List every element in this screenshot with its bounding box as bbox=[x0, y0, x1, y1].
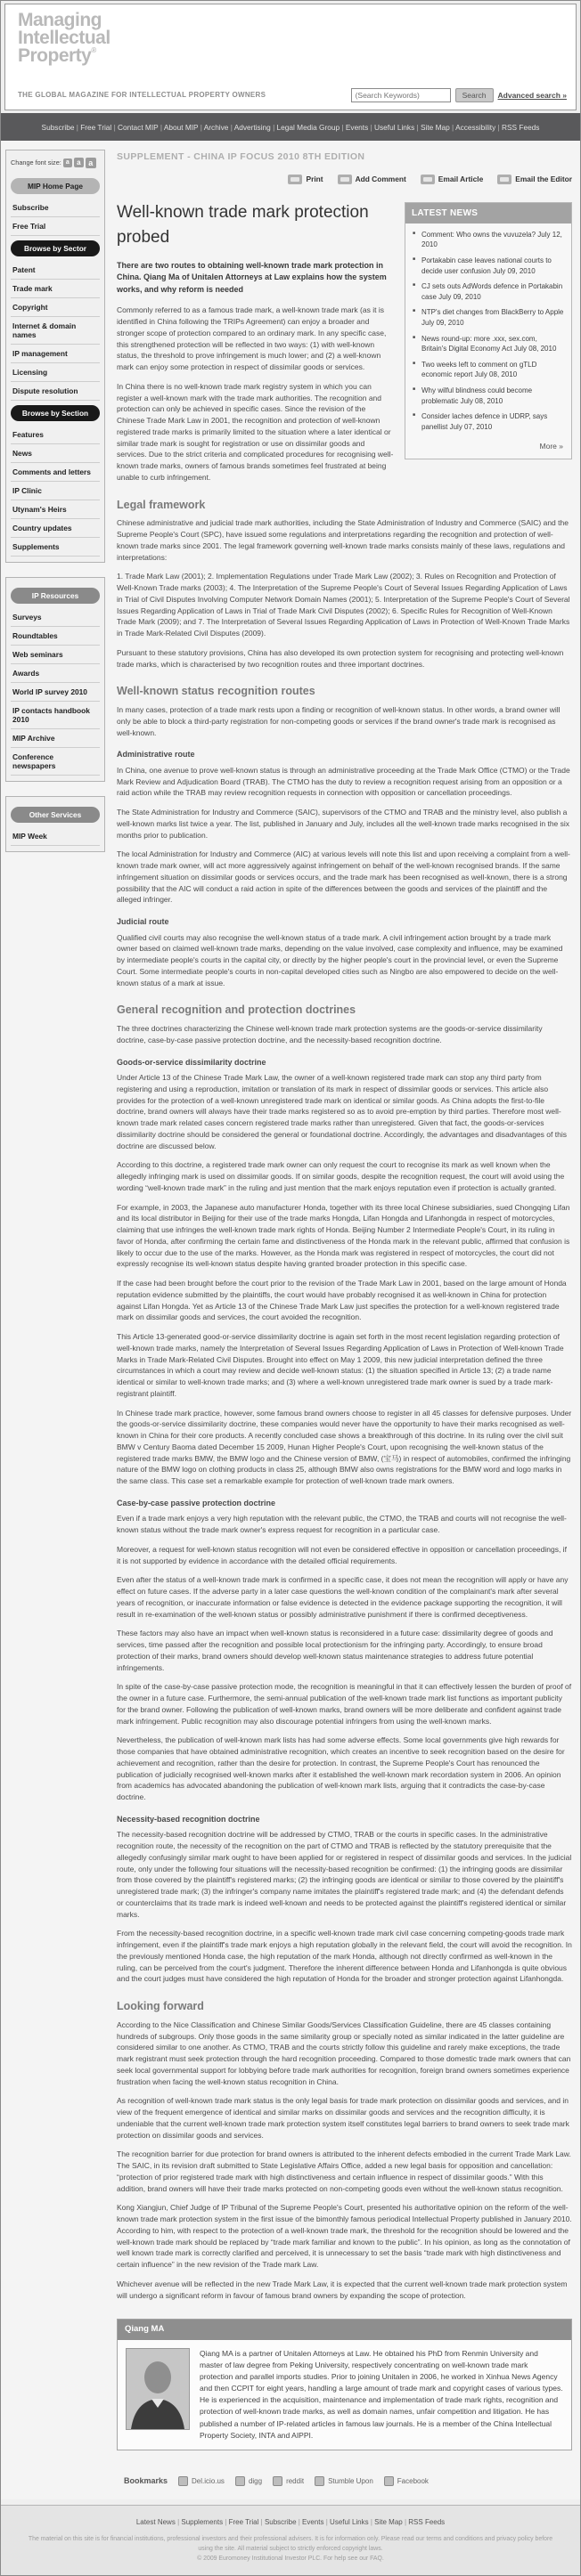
sidebar-link[interactable]: Utynam's Heirs bbox=[11, 500, 100, 519]
article-block: Administrative route bbox=[117, 750, 195, 760]
news-item-link[interactable]: ■ NTP's diet changes from BlackBerry to Apple July 09, 2010 bbox=[413, 307, 564, 328]
article-block: As recognition of well-known trade mark status is the only legal basis for trade mark protection on dissimilar goods and services, and in view of the frequent emergence of identical and similar marks on dissimilar goods and services and the recognition difficulty, it is undeniable that the current well-known trade mark protection system itself constitutes legal barriers to brand owners to seek trade mark protection on dissimilar goods and services. bbox=[117, 2096, 569, 2140]
sidebar-link[interactable]: Trade mark bbox=[11, 280, 100, 298]
article-block: Nevertheless, the publication of well-known mark lists has had some adverse effects. Some local governments give high rewards for those companies that have obtained administrative recognition, which creates an incentive to seek recognition based on the desire for achievement and recognition, rather than the desire for protection. In contrast, the Supreme People's Court has renounced the publication of judicially recognised well-known marks after it established the well-known mark recordation system in 2006. An opinion from academics has advocated abandoning the publication of well-known mark lists, arguing that it contradicts the case-by-case doctrine. bbox=[117, 1735, 565, 1802]
news-item-date: July 07, 2010 bbox=[449, 422, 493, 431]
article-block: Case-by-case passive protection doctrine bbox=[117, 1498, 276, 1507]
news-item-date: July 09, 2010 bbox=[493, 266, 536, 275]
news-item-link[interactable]: ■ News round-up: more .xxx, sex.com, Britain's Digital Economy Act July 08, 2010 bbox=[413, 334, 564, 354]
bookmarks-bar bbox=[117, 2475, 572, 2488]
article-block: These factors may also have an impact when well-known status is reconsidered in a future case: dissimilarity degree of goods and services, time passed after the recognition and possible local protectionism for the infringing party. Accordingly, to ensure broad protection of their marks, brand owners should develop well-known status maintenance strategies to address future potential infringements. bbox=[117, 1629, 553, 1672]
navbar-link[interactable]: | Legal Media Group bbox=[271, 123, 340, 132]
sidebar-link[interactable]: IP Clinic bbox=[11, 482, 100, 500]
article-block: Legal framework bbox=[117, 498, 206, 511]
article-block: Pursuant to these statutory provisions, China has also developed its own protection system for recognising and protecting well-known trade marks, which is characterised by two recognition routes and three important doctrines. bbox=[117, 647, 564, 669]
navbar-link[interactable]: | Events bbox=[340, 123, 368, 132]
article-block: In spite of the case-by-case passive protection mode, the recognition is meaningful in that it can effectively lessen the burden of proof of the owner in a future case. Furthermore, the semi-annual publication of the well-known trade mark list functions as important publicity for the brand owner. Following the publication of well-known marks, brand owners will be more deliberate and confident against trade mark infringement. Public recognition may also discourage potential infringers from using the well-known marks. bbox=[117, 1682, 572, 1726]
article-block: 1. Trade Mark Law (2001); 2. Implementation Regulations under Trade Mark Law (2002); 3. Rules on Recognition and Protection of Well-Known Trade marks (2003); 4. The Interpretation of the Supreme People's Court of Several Issues Regarding Application of Laws in Trial of Civil Disputes Involving Computer Network Domain Names (2001); 5. Interpretation of the Supreme People's Court of Several Issues Regarding Application of Laws in Trial of Trade Mark Civil Disputes (2002); 6. Specific Rules for Recognition of Well-Known Trade Mark (2009); and 7. The Interpretation of Several Issues Regarding Application of Laws in Protection of Well-Known Trade Marks in Trade Mark-Related Civil Disputes (2009). bbox=[117, 572, 570, 638]
news-item-link[interactable]: ■ Portakabin case leaves national courts to decide user confusion July 09, 2010 bbox=[413, 256, 564, 276]
sidebar-link[interactable]: Free Trial bbox=[11, 217, 100, 236]
article-block: Whichever avenue will be reflected in the new Trade Mark Law, it is expected that the current well-known trade mark protection system will undergo a significant reform in favour of famous brand owners by expanding the scope of protection. bbox=[117, 2279, 568, 2300]
ip-resources-header: IP Resources bbox=[11, 588, 100, 604]
legal-text: The material on this site is for financial institutions, professional investors and their professional advisers. It is for information only. Please read our terms and conditions and privacy policy before using the site. All material subject to strictly enforced copyright laws. © 2009 Euromoney Institutional Investor PLC. For help see our FAQ. bbox=[28, 2536, 553, 2562]
browse-by-sector-header: Browse by Sector bbox=[11, 240, 100, 256]
footer-link[interactable]: | Free Trial bbox=[223, 2518, 258, 2526]
sidebar-link[interactable]: MIP Week bbox=[11, 827, 100, 846]
article bbox=[117, 200, 572, 2488]
sidebar-link[interactable]: IP management bbox=[11, 345, 100, 363]
sidebar bbox=[5, 150, 105, 2500]
footer-link[interactable]: | Subscribe bbox=[258, 2518, 296, 2526]
mip-logo bbox=[18, 12, 567, 65]
article-block: The three doctrines characterizing the Chinese well-known trade mark protection systems are the goods-or-service dissimilarity doctrine, case-by-case passive protection doctrine, and the necessity-based recognition doctrine. bbox=[117, 1024, 543, 1044]
bookmark-share-link[interactable]: Facebook bbox=[384, 2476, 429, 2487]
news-item-date: July 08, 2010 bbox=[460, 396, 503, 405]
main-content bbox=[111, 150, 576, 2500]
article-block: In China, one avenue to prove well-known status is through an administrative proceeding at the Trade Mark Office (CTMO) or the Trade Mark Review and Adjudication Board (TRAB). The CTMO has the duty to review a recognition request arising from an opposition or a raid action while the TRAB may review recognition requests in connection with opposition or cancellation proceedings. bbox=[117, 765, 570, 798]
toolbar-action-icon bbox=[421, 175, 435, 184]
news-item-link[interactable]: ■ Two weeks left to comment on gTLD economic report July 08, 2010 bbox=[413, 360, 564, 380]
navbar-link[interactable]: | Archive bbox=[198, 123, 228, 132]
article-block: Under Article 13 of the Chinese Trade Mark Law, the owner of a well-known registered trade mark can stop any third party from registering and using a reproduction, imitation or translation of its mark in respect of dissimilar goods or services. This article also provides for the protection of a well-known unregistered trade mark on identical or similar goods. As China adopts the first-to-file doctrine, brand owners will always have their trade marks registered so as to avoid pre-emption by third parties. Therefore most well-known trade mark related cases concern registered trade marks rather than unregistered. Given that fact, the goods-or-services dissimilarity doctrine should be considered the general or foundational doctrine. Accordingly, the advantages and disadvantages of this doctrine are discussed below. bbox=[117, 1073, 567, 1150]
news-item-date: July 09, 2010 bbox=[421, 318, 464, 327]
navbar-link[interactable]: | Free Trial bbox=[74, 123, 111, 132]
article-block: Moreover, a request for well-known status recognition will not even be considered effective in opposition or cancellation proceedings, if it is not supported by evidence in accordance with the detailed official requirements. bbox=[117, 1544, 567, 1565]
sidebar-link[interactable]: Roundtables bbox=[11, 627, 100, 646]
article-block: Goods-or-service dissimilarity doctrine bbox=[117, 1057, 266, 1067]
sidebar-box-main bbox=[5, 150, 105, 563]
bookmark-share-link[interactable]: Del.icio.us bbox=[178, 2476, 225, 2487]
toolbar-action[interactable]: Email the Editor bbox=[497, 175, 572, 184]
article-toolbar bbox=[117, 175, 572, 184]
sidebar-link[interactable]: Patent bbox=[11, 261, 100, 280]
article-block: In many cases, protection of a trade mark rests upon a finding or recognition of well-known status. In other words, a brand owner will only be able to block a third-party registration for non-competing goods or services if the brand owner's trade mark is recognised as well-known. bbox=[117, 705, 561, 737]
article-block: Necessity-based recognition doctrine bbox=[117, 1814, 260, 1824]
article-block: If the case had been brought before the court prior to the revision of the Trade Mark Law in 2001, based on the large amount of Honda reputation evidence submitted by the plaintiffs, the court would have probably recognised it as well-known in China for protection against Lifan Hongda. Yet as Article 13 of the Chinese Trade Mark Law just specifies the protection for a well-known registered trade mark on dissimilar goods and services, the court avoided the recognition. bbox=[117, 1279, 567, 1322]
font-size-small-button[interactable]: a bbox=[63, 158, 72, 167]
sidebar-link[interactable]: Surveys bbox=[11, 608, 100, 627]
article-block: According to this doctrine, a registered trade mark owner can only request the court to recognise its mark as well known when the allegedly infringing mark is used on dissimilar goods. If on similar goods, despite the recognition request, the court will avoid using the wording “well-known trade mark” in the ruling and just mention that the mark enjoys reputation even if protection is actually granted. bbox=[117, 1160, 565, 1192]
article-block: The necessity-based recognition doctrine will be addressed by CTMO, TRAB or the courts in specific cases. In the administrative recognition route, the necessity of the recognition on the part of CTMO and TRAB is reflected by the statutory prerequisite that the allegedly confusingly similar mark ought to have been applied for or registered in respect of dissimilar goods and services. In the judicial route, only under the following four situations will the necessity-based recognition be confirmed: (1) the infringing goods are dissimilar from those covered by the plaintiff's registered marks; (2) the infringing goods are identical or similar to those covered by the plaintiff's unregistered trade mark; (3) the infringer's company name imitates the plaintiff's registered trade mark; and (4) the defendant defends or counterclaims that its trade mark is indeed well-known and needs to be protected against the plaintiff's registered identical or similar marks. bbox=[117, 1830, 572, 1919]
search-area bbox=[351, 88, 567, 102]
article-block: Even after the status of a well-known trade mark is confirmed in a specific case, it does not mean the recognition will apply or have any effect on future cases. If the adverse party in a later case questions the well-known condition of the complainant's mark after several years of recognition, or inaccurate information or false evidence is detected in the evidence package supporting the recognition, it will result in re-examination of the well-known status or possibly administrative punishment if there is confirmed deceptiveness. bbox=[117, 1575, 569, 1619]
news-item-link[interactable]: ■ CJ sets outs AdWords defence in Portakabin case July 09, 2010 bbox=[413, 281, 564, 302]
author-bio-box bbox=[117, 2319, 572, 2450]
article-block: From the necessity-based recognition doctrine, in a specific well-known trade mark civil case concerning competing-goods trade mark infringement, even if the plaintiff's trade mark enjoys a high reputation globally in the relevant field, the court will avoid the recognition. In the previously mentioned Honda case, the high reputation of the mark Honda, although not directly confirmed as well-known in the ruling, can be perceived from the court's judgment. Therefore the inherent difference between Honda and Lifanhongda is quite obvious and the court judges must have considered the high reputation of Honda for the broader and stronger protection against Lifanhongda. bbox=[117, 1929, 572, 1984]
bookmark-share-link[interactable]: Stumble Upon bbox=[315, 2476, 373, 2487]
font-size-control bbox=[11, 156, 100, 174]
navbar-link[interactable]: | About MIP bbox=[159, 123, 199, 132]
bookmark-share-link[interactable]: reddit bbox=[273, 2476, 304, 2487]
article-block: Looking forward bbox=[117, 2000, 204, 2013]
article-block: Well-known status recognition routes bbox=[117, 685, 315, 698]
sidebar-link[interactable]: Conference newspapers bbox=[11, 748, 100, 776]
news-item-date: July 12, 2010 bbox=[421, 230, 562, 249]
footer-link[interactable]: | Events bbox=[297, 2518, 324, 2526]
news-item-date: July 08, 2010 bbox=[513, 345, 557, 353]
article-body bbox=[117, 305, 572, 2301]
latest-news-box bbox=[405, 202, 572, 459]
sidebar-link[interactable]: MIP Archive bbox=[11, 729, 100, 748]
tagline: THE GLOBAL MAGAZINE FOR INTELLECTUAL PROPERTY OWNERS bbox=[18, 91, 266, 100]
toolbar-action-icon bbox=[497, 175, 511, 184]
logo-line: Property® bbox=[18, 45, 96, 66]
top-navbar bbox=[1, 113, 580, 141]
footer-link[interactable]: | Useful Links bbox=[324, 2518, 369, 2526]
sidebar-box-ip-resources bbox=[5, 577, 105, 782]
sidebar-link[interactable]: Licensing bbox=[11, 363, 100, 382]
navbar-link[interactable]: Subscribe bbox=[41, 122, 75, 132]
other-services-header: Other Services bbox=[11, 807, 100, 823]
news-item-link[interactable]: ■ Why wilful blindness could become problematic July 08, 2010 bbox=[413, 386, 564, 406]
article-block: General recognition and protection doctrines bbox=[117, 1004, 356, 1017]
article-block: Qualified civil courts may also recognise the well-known status of a trade mark. A civil infringement action brought by a trade mark owner based on claimed well-known trade marks, depending on the value involved, case complexity and influence, may be examined by intermediate people's courts in the capital city, or directly by the higher people's court in the provincial level, or even the Supreme Court. Some intermediate people's courts in non-capital developed cities such as Ningbo are also empowered to decide on the well-known status of a mark at issue. bbox=[117, 932, 563, 987]
logo-line: Managing bbox=[18, 10, 102, 30]
toolbar-action[interactable]: Add Comment bbox=[338, 175, 406, 184]
search-input[interactable] bbox=[351, 88, 451, 102]
font-size-label: Change font size: bbox=[11, 158, 61, 167]
article-block: Judicial route bbox=[117, 917, 169, 927]
font-size-medium-button[interactable]: a bbox=[74, 158, 84, 167]
footer-link[interactable]: | Supplements bbox=[176, 2518, 223, 2526]
news-more-link[interactable]: More » bbox=[539, 442, 563, 451]
bookmark-service-icon bbox=[178, 2476, 188, 2486]
article-block: The recognition barrier for due protection for brand owners is attributed to the inherent defects embodied in the current Trade Mark Law. The SAIC, in its revision draft submitted to State Legislative Affairs Office, added a new legal basis for opposition and cancellation: “protection of prior registered trade mark with high distinctiveness and certain influence in respect of dissimilar goods.” With this addition, brand owners will have their trade marks protected on non-competing goods even without the well-known status recognition. bbox=[117, 2149, 571, 2193]
sidebar-link[interactable]: Features bbox=[11, 426, 100, 444]
navbar-link[interactable]: | RSS Feeds bbox=[495, 123, 539, 132]
sidebar-link[interactable]: World IP survey 2010 bbox=[11, 683, 100, 702]
sidebar-link[interactable]: IP contacts handbook 2010 bbox=[11, 702, 100, 729]
logo-line: Intellectual bbox=[18, 27, 110, 48]
article-block: Even if a trade mark enjoys a very high reputation with the relevant public, the CTMO, the TRAB and courts will not recognise the well-known status without the trade mark owner's express request for recognition in a particular case. bbox=[117, 1514, 567, 1535]
article-block: For example, in 2003, the Japanese auto manufacturer Honda, together with its three local Chinese subsidiaries, sued Chongqing Lifan and its local distributor in Beijing for their use of the trade marks Hongda, Lifan Hongda and Lifanhongda in respect of motorcycles, claiming that use infringes the well-known trade mark rights of Honda. Beijing Number 2 Intermediate People's Court, in its ruling in favor of Honda, after confirming the certain fame and distinctiveness of the Honda mark in the relevant public, affirmed that confusion is likely to occur due to the use of the marks. However, as the Honda mark was registered in respect of motorcycles, the court did not expressly recognise its well-known status despite having granted broader protection in this specific case. bbox=[117, 1202, 570, 1269]
advanced-search-link[interactable]: Advanced search » bbox=[497, 90, 567, 100]
navbar-link[interactable]: | Contact MIP bbox=[111, 123, 158, 132]
toolbar-action[interactable]: Print bbox=[288, 175, 323, 184]
sidebar-box-other-services bbox=[5, 796, 105, 852]
toolbar-action-icon bbox=[288, 175, 302, 184]
sidebar-link[interactable]: Supplements bbox=[11, 538, 100, 557]
browse-by-section-header: Browse by Section bbox=[11, 405, 100, 421]
article-block: According to the Nice Classification and Chinese Similar Goods/Services Classification Guideline, there are 45 classes containing hundreds of subgroups. Only those goods in the same similarity group or specially noted as similar indicated in the latter guideline are considered similar to one another. As CTMO, TRAB and the courts strictly follow this guideline and rarely make exceptions, the trade mark registrant must seek protection through the hard recognition proceeding. Compared to those domestic trade mark owners that can seek local governmental support for lobbying before trade mark authorities for recognition, foreign brand owners sometimes experience frustration when facing the well-known status recognition in China. bbox=[117, 2019, 571, 2086]
footer-link[interactable]: | RSS Feeds bbox=[403, 2518, 445, 2526]
bookmark-service-icon bbox=[384, 2476, 394, 2486]
author-name: Qiang MA bbox=[118, 2320, 571, 2339]
search-button[interactable]: Search bbox=[455, 88, 494, 102]
article-block: Chinese administrative and judicial trade mark authorities, including the State Administration of Industry and Commerce (SAIC) and the Supreme People's Court (SPC), have issued some regulations and interpretations regarding the recognition and protection of well-known trade marks since 2001. The legal framework governing well-known trade marks consists mainly of these laws, regulations and interpretations: bbox=[117, 518, 569, 562]
navbar-link[interactable]: | Accessibility bbox=[450, 123, 496, 132]
author-bio-text: Qiang MA is a partner of Unitalen Attorneys at Law. He obtained his PhD from Renmin University and master of law degree from Peking University, respectively concentrating on well-known trade mark protection and parallel imports studies. Prior to joining Unitalen in 2006, he worked in Xinhua News Agency and then CCPIT for eight years, handling a large amount of trade mark and copyright cases of various types. He is experienced in the acquisition, maintenance and implementation of trade mark rights, recognition and protection of well-known trade marks, as well as domain names, unfair competition and litigation. He has published a number of IP-related articles in famous law journals. He is a member of the China Intellectual Property Society, INTA and AIPPI. bbox=[200, 2348, 563, 2440]
navbar-link[interactable]: | Advertising bbox=[228, 123, 270, 132]
news-item-link[interactable]: ■ Comment: Who owns the vuvuzela? July 12, 2010 bbox=[413, 230, 564, 250]
navbar-link[interactable]: | Site Map bbox=[414, 123, 450, 132]
supplement-title: SUPPLEMENT - CHINA IP FOCUS 2010 8TH EDITION bbox=[117, 150, 365, 162]
mip-home-page-button[interactable]: MIP Home Page bbox=[11, 178, 100, 194]
sidebar-link[interactable]: Web seminars bbox=[11, 646, 100, 664]
article-block: The State Administration for Industry and Commerce (SAIC), supervisors of the CTMO and TRAB and the ministry level, also publish a well-known marks list twice a year. The list, published in January and July, includes all the well-known trade marks recognised in the six months prior to publication. bbox=[117, 808, 570, 840]
navbar-link[interactable]: | Useful Links bbox=[368, 123, 414, 132]
sidebar-link[interactable]: Internet & domain names bbox=[11, 317, 100, 345]
bookmarks-label: Bookmarks bbox=[124, 2475, 168, 2485]
news-item-link[interactable]: ■ Consider laches defence in UDRP, says panellist July 07, 2010 bbox=[413, 411, 564, 432]
article-block: The local Administration for Industry and Commerce (AIC) at various levels will note this list and upon receiving a complaint from a well-known trade mark owner, will act more aggressively against infringement on behalf of the well-known recognised brands. If the same infringement situation on dissimilar goods or services occurs, and the trade mark has been recognised as well-known, there is a strong possibility that the AIC will conduct a raid action in spite of the differences between the goods and services of the plaintiff and the alleged infringer. bbox=[117, 849, 570, 905]
latest-news-header: LATEST NEWS bbox=[405, 203, 571, 223]
sidebar-link[interactable]: Subscribe bbox=[11, 199, 100, 217]
sidebar-link[interactable]: Country updates bbox=[11, 519, 100, 538]
article-standfirst: There are two routes to obtaining well-known trade mark protection in China. Qiang Ma of Unitalen Attorneys at Law explains how the system works, and why reform is needed bbox=[117, 260, 387, 294]
footer-links bbox=[1, 2513, 580, 2529]
bookmark-service-icon bbox=[315, 2476, 324, 2486]
sidebar-link[interactable]: Comments and letters bbox=[11, 463, 100, 482]
font-size-large-button[interactable]: a bbox=[86, 158, 96, 168]
sidebar-link[interactable]: Awards bbox=[11, 664, 100, 683]
footer-link[interactable]: | Site Map bbox=[369, 2518, 403, 2526]
article-block: In Chinese trade mark practice, however, some famous brand owners choose to register in all 45 classes for defensive purposes. Under the goods-or-service dissimilarity doctrine, these companies would never have the opportunity to have their marks recognised as well-known in China for their core products. A recently concluded case shows a breakthrough of this doctrine. In its ruling over the civil suit BMW v Century Baoma dated December 15 2009, Hunan Higher People's Court, upon recognising the well-known status of the registered trade marks BMW, the BMW logo and the Chinese version of BMW, (宝马) in respect of automobiles, confirmed the infringing nature of the BMW logo on clothing products in class 25, although BMW also owns registrations for the BMW word and logo marks in the same class. This case set a remarkable example for protection of well-known trade mark owners. bbox=[117, 1408, 572, 1486]
article-title: Well-known trade mark protection probed bbox=[117, 202, 369, 248]
toolbar-action[interactable]: Email Article bbox=[421, 175, 483, 184]
news-item-date: July 08, 2010 bbox=[474, 370, 518, 379]
sidebar-link[interactable]: Copyright bbox=[11, 298, 100, 317]
sidebar-link[interactable]: News bbox=[11, 444, 100, 463]
news-item-date: July 09, 2010 bbox=[438, 292, 481, 301]
registered-mark-icon: ® bbox=[91, 45, 96, 54]
site-header bbox=[4, 4, 577, 110]
bookmark-share-link[interactable]: digg bbox=[235, 2476, 262, 2487]
sidebar-link[interactable]: Dispute resolution bbox=[11, 382, 100, 401]
site-footer bbox=[1, 2505, 580, 2574]
toolbar-action-icon bbox=[338, 175, 352, 184]
article-block: This Article 13-generated good-or-service dissimilarity doctrine is again set forth in the most recent legislation regarding protection of well-known trade marks, namely the Interpretation of Several Issues Regarding Application of Laws in Protection of Well-known Trade Marks in Trade Mark-Related Civil Disputes. Brought into effect on May 1 2009, this new judicial interpretation defined the three circumstances in which a court may review and decide well-known status: (1) the situation specified in Article 13; (2) a trade name identical or similar to well-known trade marks; and (3) where a well-known unregistered trade mark owner is sued by a trade mark-registrant plaintiff. bbox=[117, 1332, 564, 1398]
article-block: Kong Xiangjun, Chief Judge of IP Tribunal of the Supreme People's Court, presented his authoritative opinion on the reform of the well-known trade mark protection system in the first issue of the bimonthly famous periodical Intellectual Property published in January 2010. According to him, with respect to the protection of a well-known trade mark, the threshold for the recognition should be lowered and the well-known trade mark should be replaced by “trade mark familiar and known to the public”. In his opinion, as long as the connotation of well known trade mark is correctly clarified and perceived, it is unnecessary to set the basis “trade mark with high distinctiveness and certain influence” in the new revision of the Trade mark Law. bbox=[117, 2203, 572, 2270]
article-block: In China there is no well-known trade mark registry system in which you can register a well-known mark with the trade mark authorities. The recognition and protection can only be achieved in specific cases. Since the revision of the Chinese Trade Mark Law in 2001, the recognition and protection of well-known registered trade marks is primarily limited to the situation where a later identical or similar trade mark is sought for registration or use on dissimilar goods and services. Due to the strict criteria and complicated procedures for recognising well-known trade marks, owners of famous brands sometimes feel frustrated at being unable to curb infringement. bbox=[117, 381, 394, 482]
footer-link[interactable]: Latest News bbox=[135, 2518, 176, 2527]
author-photo bbox=[126, 2348, 190, 2430]
bookmark-service-icon bbox=[235, 2476, 245, 2486]
bookmark-service-icon bbox=[273, 2476, 282, 2486]
article-block: Commonly referred to as a famous trade mark, a well-known trade mark (as it is identified in China following the TRIPs Agreement) can enjoy a broader and stronger scope of protection compared to an ordinary mark. In any specific case, this strengthened protection will be reflected in two ways: (1) with well-known status, the threshold to prove infringement is much lower; and (2) a well-known mark can enjoy some protection in respect of dissimilar goods or services. bbox=[117, 305, 387, 372]
